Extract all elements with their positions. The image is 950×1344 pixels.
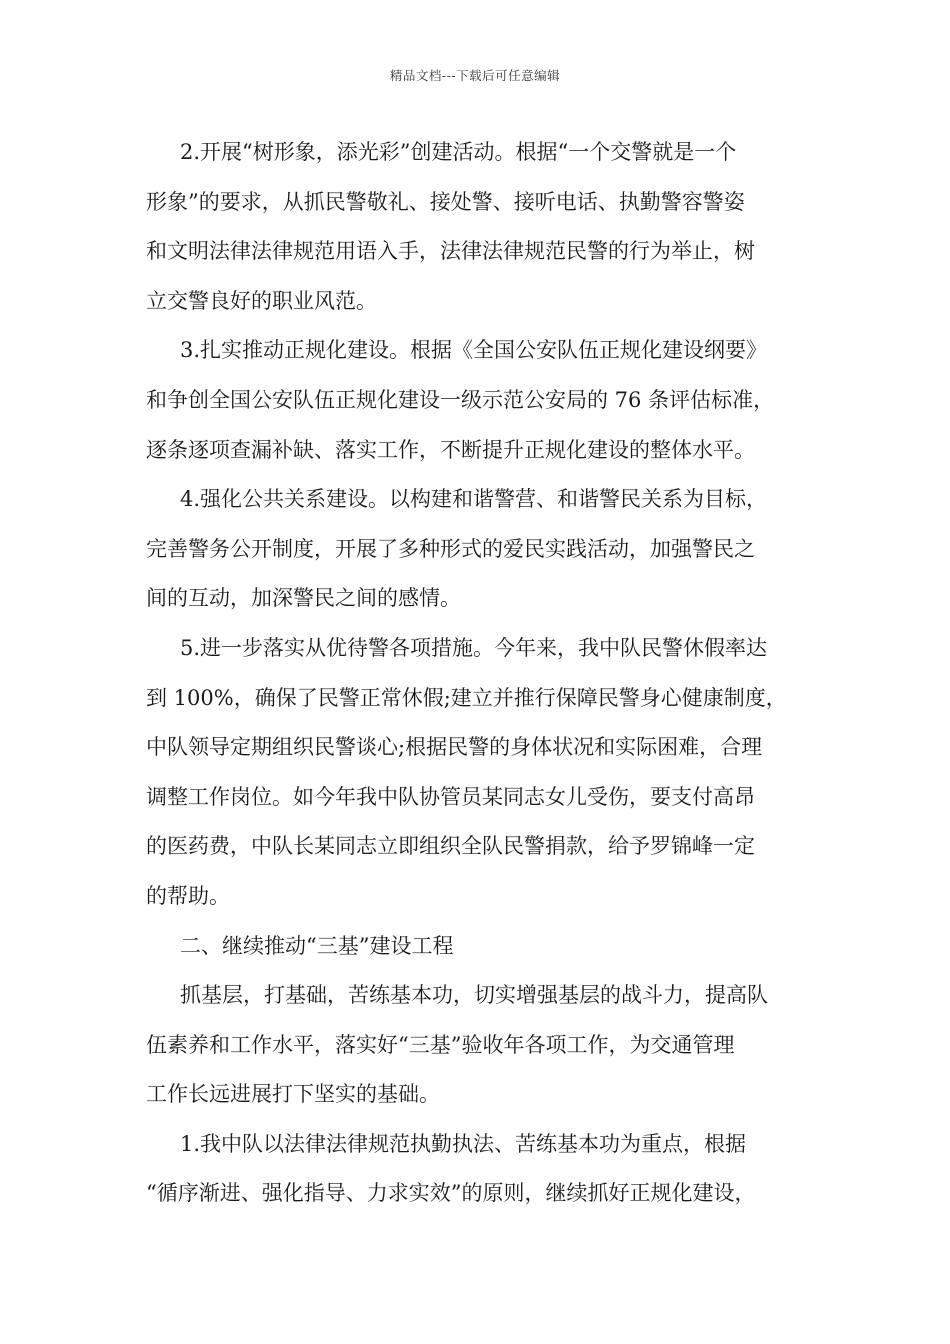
- text-line: 伍素养和工作水平，落实好“三基”验收年各项工作，为交通管理: [146, 1032, 735, 1057]
- text-line: 2.开展“树形象，添光彩”创建活动。根据“一个交警就是一个: [180, 140, 737, 164]
- text-line: 间的互动，加深警民之间的感情。: [146, 586, 461, 611]
- text-line: 1.我中队以法律法律规范执勤执法、苦练基本功为重点，根据: [180, 1131, 747, 1156]
- text-line: 4.强化公共关系建设。以构建和谐警营、和谐警民关系为目标，: [180, 487, 768, 512]
- paragraph-5-police-welfare: [146, 624, 826, 922]
- paragraph-2-image: [146, 128, 826, 326]
- text-line: 立交警良好的职业风范。: [146, 288, 377, 313]
- text-line: 中队领导定期组织民警谈心;根据民警的身体状况和实际困难，合理: [146, 735, 763, 760]
- paragraph-section-two: [146, 922, 826, 972]
- text-line: 的帮助。: [146, 883, 230, 908]
- paragraph-grassroots: [146, 971, 826, 1120]
- text-line: 的医药费，中队长某同志立即组织全队民警捐款，给予罗锦峰一定: [146, 834, 755, 859]
- paragraph-1-law-enforcement: [146, 1120, 826, 1219]
- text-line: 和争创全国公安队伍正规化建设一级示范公安局的 76 条评估标准，: [146, 387, 775, 412]
- text-line: 逐条逐项查漏补缺、落实工作，不断提升正规化建设的整体水平。: [146, 437, 755, 462]
- paragraph-3-standardization: [146, 326, 826, 475]
- document-body: [146, 128, 826, 1219]
- text-line: 5.进一步落实从优待警各项措施。今年来，我中队民警休假率达: [180, 635, 768, 660]
- text-line: “循序渐进、强化指导、力求实效”的原则，继续抓好正规化建设，: [146, 1181, 756, 1206]
- text-line: 和文明法律法律规范用语入手，法律法律规范民警的行为举止，树: [146, 239, 755, 264]
- text-line: 抓基层，打基础，苦练基本功，切实增强基层的战斗力，提高队: [180, 983, 768, 1008]
- text-line: 形象”的要求，从抓民警敬礼、接处警、接听电话、执勤警容警姿: [146, 189, 745, 214]
- paragraph-4-public-relations: [146, 475, 826, 624]
- text-line: 到 100%，确保了民警正常休假;建立并推行保障民警身心健康制度，: [146, 685, 787, 710]
- text-line: 完善警务公开制度，开展了多种形式的爱民实践活动，加强警民之: [146, 536, 755, 561]
- text-line: 工作长远进展打下坚实的基础。: [146, 1082, 440, 1107]
- text-line: 调整工作岗位。如今年我中队协管员某同志女儿受伤，要支付高昂: [146, 784, 755, 809]
- text-line: 3.扎实推动正规化建设。根据《全国公安队伍正规化建设纲要》: [180, 338, 768, 363]
- page-header: 精品文档---下载后可任意编辑: [389, 68, 561, 83]
- text-line: 二、继续推动“三基”建设工程: [180, 933, 454, 958]
